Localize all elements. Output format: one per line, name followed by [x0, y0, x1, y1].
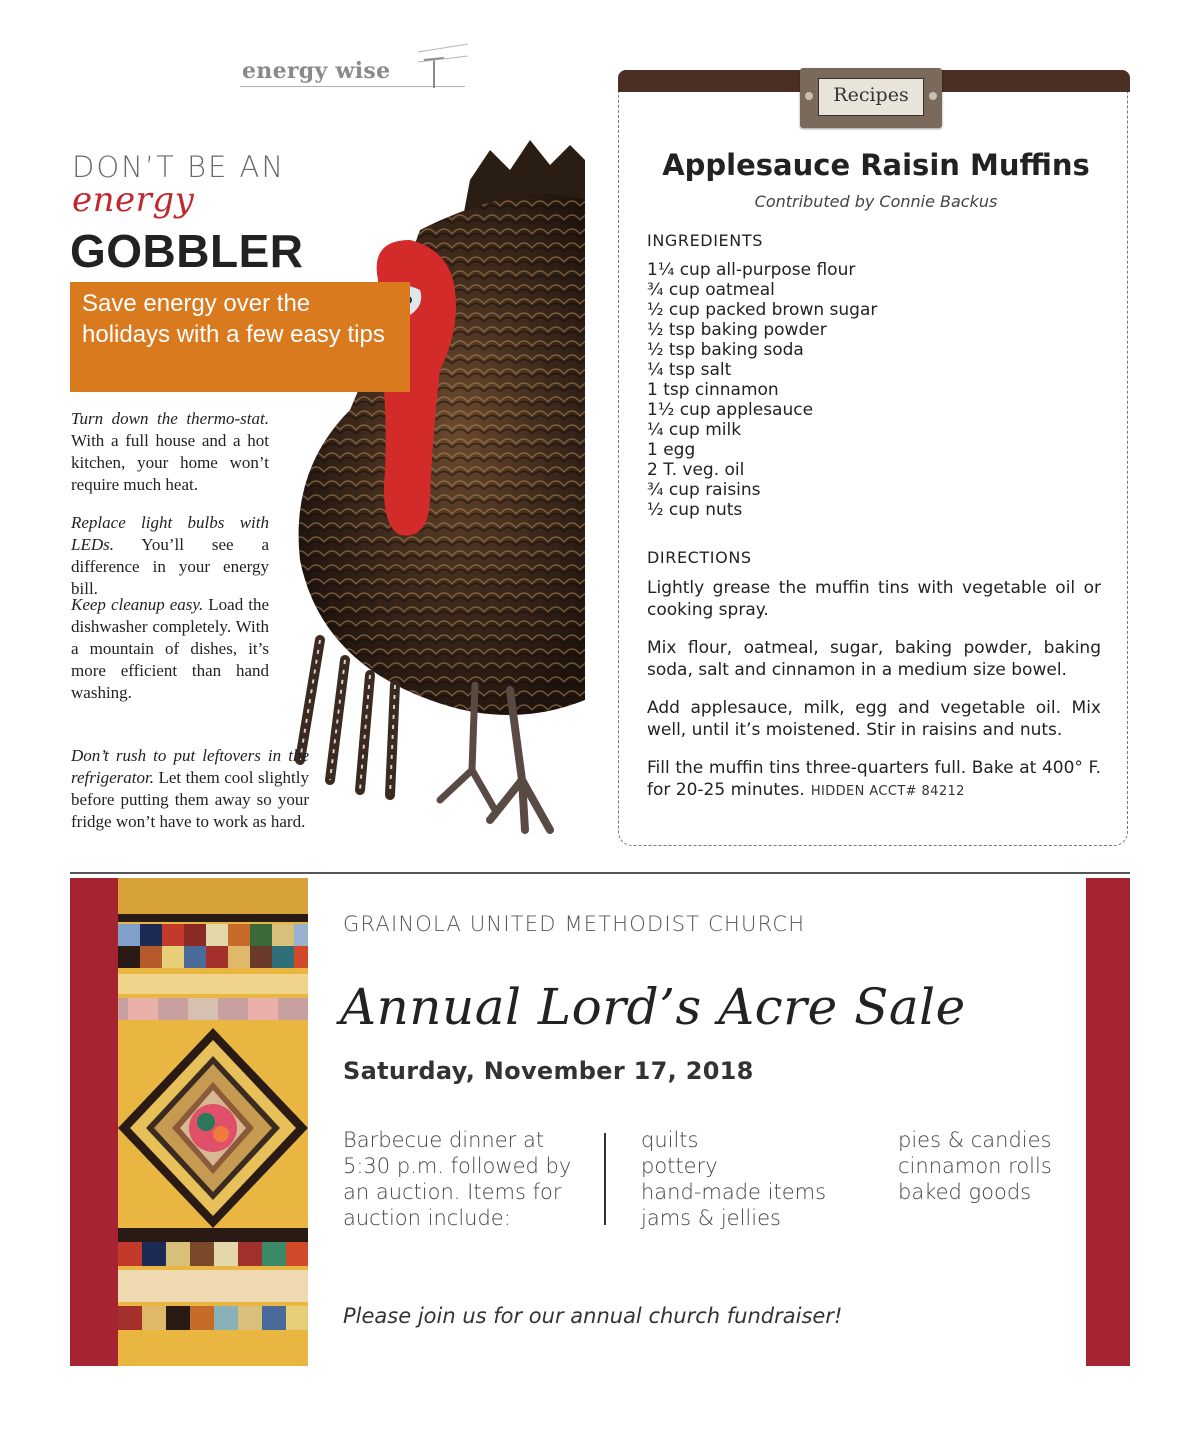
- church-name: GRAINOLA UNITED METHODIST CHURCH: [343, 912, 806, 936]
- tip-body: With a full house and a hot kitchen, your home won’t require much heat.: [71, 431, 269, 494]
- hidden-account-number: HIDDEN ACCT# 84212: [810, 784, 965, 799]
- tip-body: Let them cool slightly before putting them away so your fridge won’t have to work as hard.: [71, 768, 309, 831]
- tip-body: Load the dishwasher completely. With a mountain of dishes, it’s more efficient than hand washing.: [71, 595, 269, 702]
- ingredient-item: 2 T. veg. oil: [647, 460, 745, 480]
- auction-item: jams & jellies: [641, 1206, 781, 1230]
- ingredient-item: ½ tsp baking powder: [647, 320, 827, 340]
- ingredient-item: ¾ cup oatmeal: [647, 280, 775, 300]
- auction-item: cinnamon rolls: [898, 1154, 1052, 1178]
- auction-item: baked goods: [898, 1180, 1032, 1204]
- tip-item: [71, 408, 269, 496]
- rivet-icon: [805, 92, 813, 100]
- recipe-title: Applesauce Raisin Muffins: [662, 148, 1090, 182]
- event-title: Annual Lord’s Acre Sale: [340, 978, 966, 1036]
- turkey-photo: [260, 140, 585, 840]
- rivet-icon: [929, 92, 937, 100]
- auction-item: pottery: [641, 1154, 718, 1178]
- article-headline: GOBBLER: [70, 225, 304, 277]
- quilt-photo: [118, 878, 308, 1366]
- tip-item: [71, 594, 269, 704]
- ingredient-item: 1¼ cup all-purpose flour: [647, 260, 856, 280]
- tip-lead: Replace light bulbs with LEDs.: [71, 513, 269, 554]
- recipe-contributor: Contributed by Connie Backus: [754, 192, 998, 211]
- direction-step: [647, 757, 1101, 803]
- tip-lead: Keep cleanup easy.: [71, 595, 204, 614]
- logo-text: energy wise: [242, 58, 391, 84]
- tip-lead: Don’t rush to put leftovers in the refrigerator.: [71, 746, 309, 787]
- ingredient-item: ¾ cup raisins: [647, 480, 761, 500]
- ingredients-heading: INGREDIENTS: [647, 231, 763, 250]
- tip-item: [71, 512, 269, 600]
- auction-item: hand-made items: [641, 1180, 827, 1204]
- ingredients-list: [647, 260, 877, 520]
- tip-item: [71, 745, 309, 833]
- direction-step-text: Fill the muffin tins three-quarters full. Bake at 400° F. for 20-25 minutes.: [647, 758, 1101, 800]
- energy-wise-logo: [240, 56, 470, 90]
- ad-left-red-band: [70, 878, 118, 1366]
- event-date: Saturday, November 17, 2018: [343, 1057, 754, 1085]
- recipes-tab-label: Recipes: [833, 84, 909, 106]
- direction-step: Mix flour, oatmeal, sugar, baking powder, baking soda, salt and cinnamon in a medium size bowel.: [647, 638, 1101, 680]
- dinner-description: Barbecue dinner at 5:30 p.m. followed by an auction. Items for auction include:: [343, 1128, 572, 1230]
- auction-items-column-1: [641, 1127, 826, 1231]
- recipes-tab: [800, 68, 942, 128]
- ingredient-item: 1 tsp cinnamon: [647, 380, 779, 400]
- ingredient-item: ½ tsp baking soda: [647, 340, 804, 360]
- ingredient-item: ½ cup packed brown sugar: [647, 300, 878, 320]
- auction-items-column-2: [898, 1127, 1052, 1205]
- column-divider: [604, 1133, 606, 1225]
- article-script-word: energy: [72, 180, 195, 220]
- ingredient-item: ¼ tsp salt: [647, 360, 732, 380]
- auction-item: quilts: [641, 1128, 699, 1152]
- subhead-box: [70, 282, 410, 392]
- direction-step: Add applesauce, milk, egg and vegetable oil. Mix well, until it’s moistened. Stir in raisins and nuts.: [647, 698, 1101, 740]
- directions-heading: DIRECTIONS: [647, 548, 752, 567]
- article-subhead: Save energy over the holidays with a few easy tips: [82, 290, 385, 348]
- tip-body: You’ll see a difference in your energy bill.: [71, 535, 269, 598]
- ingredient-item: 1 egg: [647, 440, 696, 460]
- power-pole-icon: [418, 38, 468, 88]
- article-kicker: DON’T BE AN: [72, 150, 286, 184]
- ingredient-item: 1½ cup applesauce: [647, 400, 814, 420]
- ingredient-item: ½ cup nuts: [647, 500, 743, 520]
- section-divider: [70, 872, 1130, 874]
- direction-step: Lightly grease the muffin tins with vegetable oil or cooking spray.: [647, 578, 1101, 620]
- ingredient-item: ¼ cup milk: [647, 420, 742, 440]
- fundraiser-invite: Please join us for our annual church fundraiser!: [343, 1304, 843, 1328]
- recipes-label-plate: [818, 78, 924, 116]
- auction-item: pies & candies: [898, 1128, 1052, 1152]
- ad-right-red-band: [1086, 878, 1130, 1366]
- tip-lead: Turn down the thermo-stat.: [71, 409, 269, 428]
